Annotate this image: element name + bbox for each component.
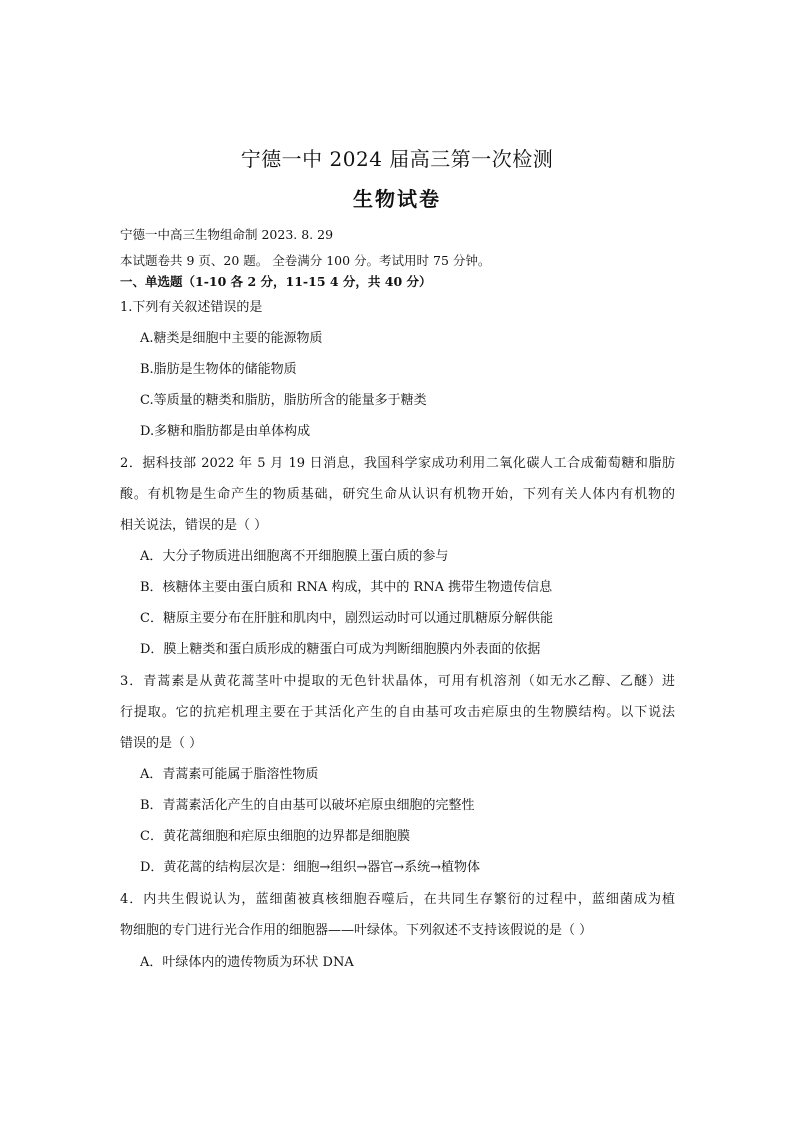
exam-title: 宁德一中 2024 届高三第一次检测 <box>240 147 554 171</box>
question-stem: 错误的是（ ） <box>120 736 203 751</box>
option-b: B．核糖体主要由蛋白质和 RNA 构成，其中的 RNA 携带生物遗传信息 <box>140 580 553 595</box>
option-c: C.等质量的糖类和脂肪，脂肪所含的能量多于糖类 <box>140 393 427 408</box>
question-stem: 2．据科技部 2022 年 5 月 19 日消息，我国科学家成功利用二氧化碳人工合成葡萄糖和脂肪 <box>120 456 675 471</box>
option-d: D.多糖和脂肪都是由单体构成 <box>140 424 311 439</box>
section-heading: 一、单选题（1-10 各 2 分，11-15 4 分，共 40 分） <box>120 274 432 289</box>
option-a: A．青蒿素可能属于脂溶性物质 <box>140 767 319 782</box>
option-c: C．黄花蒿细胞和疟原虫细胞的边界都是细胞膜 <box>140 829 410 844</box>
option-a: A．大分子物质进出细胞离不开细胞膜上蛋白质的参与 <box>140 549 449 564</box>
option-b: B.脂肪是生物体的储能物质 <box>140 362 297 377</box>
option-a: A.糖类是细胞中主要的能源物质 <box>140 331 323 346</box>
option-a: A．叶绿体内的遗传物质为环状 DNA <box>140 955 354 970</box>
option-b: B．青蒿素活化产生的自由基可以破坏疟原虫细胞的完整性 <box>140 798 475 813</box>
question-stem: 酸。有机物是生命产生的物质基础，研究生命从认识有机物开始，下列有关人体内有机物的 <box>120 487 675 502</box>
question-stem: 1.下列有关叙述错误的是 <box>120 300 263 315</box>
exam-subtitle: 生物试卷 <box>353 187 441 211</box>
option-d: D．黄花蒿的结构层次是：细胞→组织→器官→系统→植物体 <box>140 860 480 875</box>
question-stem: 行提取。它的抗疟机理主要在于其活化产生的自由基可攻击疟原虫的生物膜结构。以下说法 <box>120 705 675 720</box>
question-stem: 物细胞的专门进行光合作用的细胞器——叶绿体。下列叙述不支持该假说的是（ ） <box>120 923 593 938</box>
option-d: D．膜上糖类和蛋白质形成的糖蛋白可成为判断细胞膜内外表面的依据 <box>140 642 541 657</box>
author-line: 宁德一中高三生物组命制 2023. 8. 29 <box>120 227 334 242</box>
question-stem: 4．内共生假说认为，蓝细菌被真核细胞吞噬后，在共同生存繁衍的过程中，蓝细菌成为植 <box>120 892 675 907</box>
question-stem: 相关说法，错误的是（ ） <box>120 518 268 533</box>
info-line: 本试题卷共 9 页、20 题。 全卷满分 100 分。考试用时 75 分钟。 <box>120 253 491 268</box>
option-c: C．糖原主要分布在肝脏和肌肉中，剧烈运动时可以通过肌糖原分解供能 <box>140 611 553 626</box>
question-stem: 3．青蒿素是从黄花蒿茎叶中提取的无色针状晶体，可用有机溶剂（如无水乙醇、乙醚）进 <box>120 674 675 689</box>
